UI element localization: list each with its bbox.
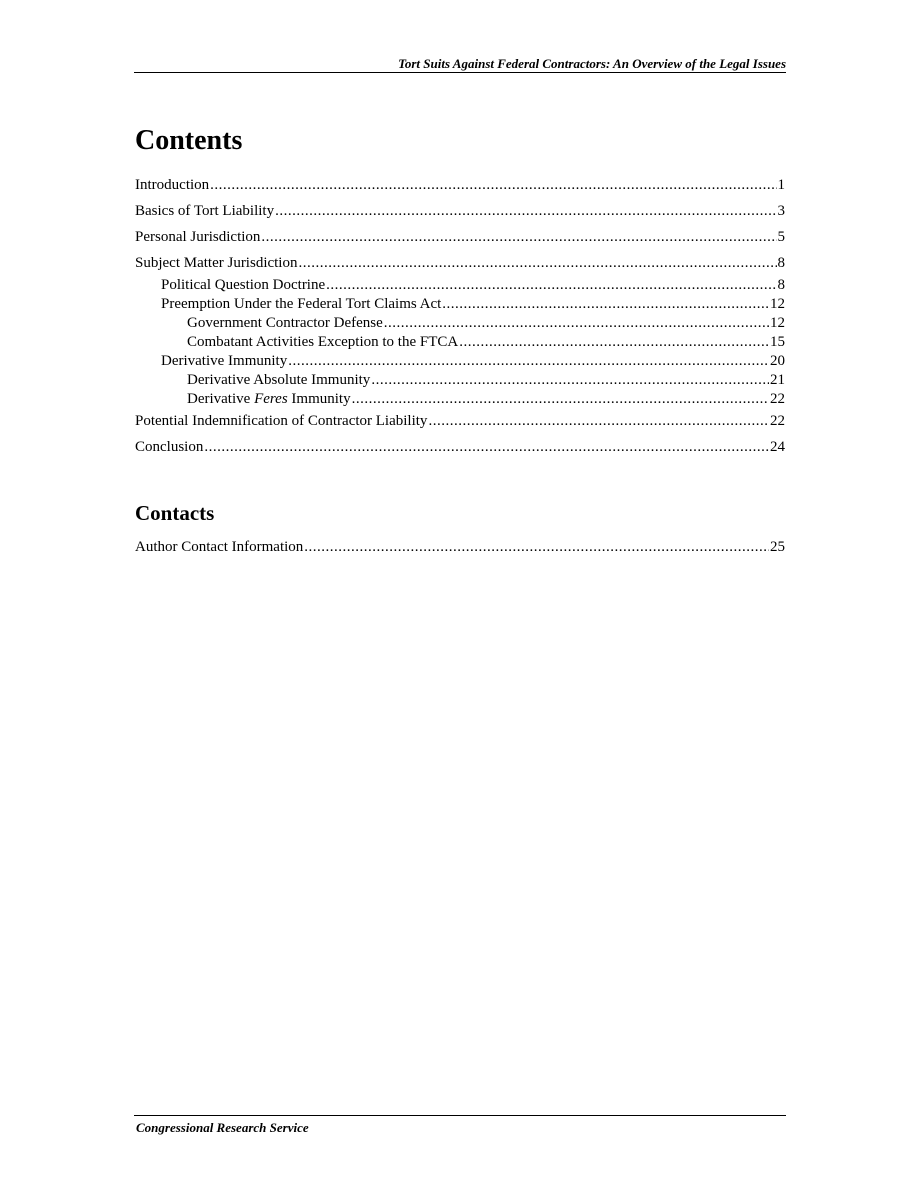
toc-entry-title-prefix: Derivative: [187, 391, 255, 407]
toc-entry-title: Derivative Absolute Immunity: [187, 372, 371, 388]
toc-entry-title: Potential Indemnification of Contractor Liability: [135, 413, 428, 429]
contacts-heading: Contacts: [135, 501, 215, 525]
toc-page-number: 25: [770, 539, 785, 555]
running-footer: Congressional Research Service: [136, 1120, 309, 1135]
toc-entry-preemption-ftca[interactable]: [161, 295, 785, 314]
header-rule: [134, 72, 786, 73]
toc-page-number: 3: [777, 203, 785, 219]
dot-leader: [275, 202, 776, 221]
dot-leader: [288, 352, 769, 371]
toc-entry-title: Political Question Doctrine: [161, 277, 326, 293]
contents-heading: Contents: [135, 125, 243, 156]
toc-entry-title: Conclusion: [135, 439, 204, 455]
dot-leader: [298, 254, 776, 273]
toc-entry-title: Derivative Immunity: [161, 353, 288, 369]
toc-page-number: 12: [770, 315, 785, 331]
footer-rule: [134, 1115, 786, 1116]
dot-leader: [371, 371, 769, 390]
toc-entry-title-italic: Feres: [254, 391, 288, 407]
dot-leader: [326, 276, 776, 295]
toc-entry-title: [187, 390, 351, 409]
toc-entry-conclusion[interactable]: [135, 438, 785, 457]
toc-entry-title: Introduction: [135, 177, 210, 193]
toc-entry-basics-of-tort-liability[interactable]: [135, 202, 785, 221]
toc-entry-title: Combatant Activities Exception to the FTCA: [187, 334, 459, 350]
toc-entry-subject-matter-jurisdiction[interactable]: [135, 254, 785, 273]
toc-page-number: 5: [777, 229, 785, 245]
toc-entry-political-question-doctrine[interactable]: [161, 276, 785, 295]
toc-entry-title-suffix: Immunity: [287, 391, 351, 407]
dot-leader: [384, 314, 769, 333]
dot-leader: [428, 412, 769, 431]
toc-entry-title: Basics of Tort Liability: [135, 203, 275, 219]
toc-entry-derivative-feres-immunity[interactable]: [187, 390, 785, 409]
toc-entry-combatant-activities-exception[interactable]: [187, 333, 785, 352]
toc-entry-personal-jurisdiction[interactable]: [135, 228, 785, 247]
toc-page-number: 22: [770, 413, 785, 429]
toc-entry-title: Personal Jurisdiction: [135, 229, 261, 245]
dot-leader: [442, 295, 769, 314]
toc-page-number: 20: [770, 353, 785, 369]
dot-leader: [352, 390, 769, 409]
toc-entry-derivative-absolute-immunity[interactable]: [187, 371, 785, 390]
toc-entry-author-contact-information[interactable]: [135, 538, 785, 557]
running-header: Tort Suits Against Federal Contractors: An Overview of the Legal Issues: [398, 56, 786, 71]
dot-leader: [261, 228, 776, 247]
dot-leader: [304, 538, 769, 557]
toc-page-number: 24: [770, 439, 785, 455]
toc-page-number: 22: [770, 391, 785, 407]
toc-entry-government-contractor-defense[interactable]: [187, 314, 785, 333]
toc-page-number: 21: [770, 372, 785, 388]
toc-entry-title: Government Contractor Defense: [187, 315, 383, 331]
dot-leader: [210, 176, 776, 195]
toc-page-number: 1: [777, 177, 785, 193]
dot-leader: [459, 333, 769, 352]
toc-entry-title: Author Contact Information: [135, 539, 304, 555]
toc-page-number: 15: [770, 334, 785, 350]
toc-page-number: 8: [777, 277, 785, 293]
toc-entry-title: Preemption Under the Federal Tort Claims Act: [161, 296, 442, 312]
toc-entry-introduction[interactable]: [135, 176, 785, 195]
toc-page-number: 12: [770, 296, 785, 312]
dot-leader: [204, 438, 769, 457]
toc-entry-title: Subject Matter Jurisdiction: [135, 255, 298, 271]
toc-page-number: 8: [777, 255, 785, 271]
toc-entry-potential-indemnification[interactable]: [135, 412, 785, 431]
toc-entry-derivative-immunity[interactable]: [161, 352, 785, 371]
